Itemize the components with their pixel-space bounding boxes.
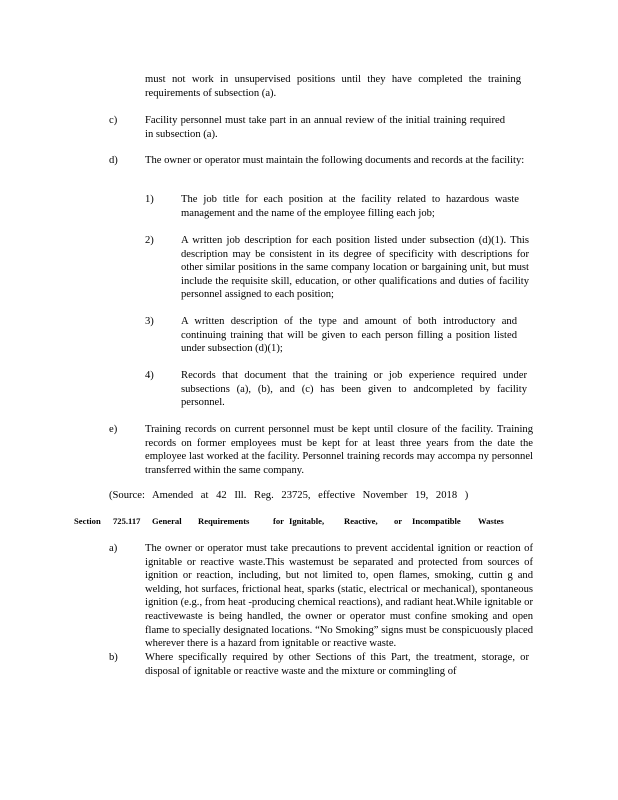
item-label-c: c) — [109, 115, 118, 126]
subitem-label-4: 4) — [145, 370, 154, 381]
section-item-a-text: The owner or operator must take precautions to prevent accidental ignition or reaction of ignitable or reactive waste.This wastemust be separated and protected from sources of ignition or reaction, including, but not limited to, open flames, smoking, cuttin g and welding, hot surfaces, frictional heat, sparks (static, electrical or mechanical), spontaneous ignition (e.g., from heat -producing chemical reactions), and radiant heat.While ignitable or reactivewaste is being handled, the owner or operator must confine smoking and open flame to specially designated locations. “No Smoking” signs must be conspicuously placed wherever there is a hazard from ignitable or reactive waste. — [145, 543, 533, 650]
source-note: (Source: Amended at 42 Ill. Reg. 23725, effective November 19, 2018 ) — [109, 490, 469, 501]
section-number: 725.117 — [113, 516, 141, 526]
subitem-2-text: A written job description for each position listed under subsection (d)(1). This description may be consistent in its degree of specificity with descriptions for other similar positions in the same company location or bargaining unit, but must include the requisite skill, education, or other qualifications and duties of facility personnel assigned to each position; — [181, 235, 529, 301]
section-title-word: Requirements — [198, 516, 250, 526]
subitem-label-3: 3) — [145, 316, 154, 327]
item-label-e: e) — [109, 424, 118, 435]
section-title-word: Reactive, — [344, 516, 378, 526]
section-title-word: Ignitable, — [289, 516, 325, 526]
subitem-label-2: 2) — [145, 235, 154, 246]
section-title-word: for — [273, 516, 284, 526]
item-label-d: d) — [109, 155, 118, 166]
section-title-word: General — [152, 516, 182, 526]
section-item-b-text: Where specifically required by other Sections of this Part, the treatment, storage, or disposal of ignitable or reactive waste and the mixture or commingling of — [145, 652, 529, 677]
subitem-4-text: Records that document that the training or job experience required under subsections (a), (b), and (c) has been given to andcompleted by facility personnel. — [181, 370, 527, 409]
section-title-word: Incompatible — [412, 516, 461, 526]
subitem-1-text: The job title for each position at the facility related to hazardous waste management and the name of the employee filling each job; — [181, 194, 519, 219]
section-heading — [74, 515, 504, 529]
subitem-label-1: 1) — [145, 194, 154, 205]
section-item-label-b: b) — [109, 652, 118, 663]
section-word: Section — [74, 516, 101, 526]
item-d-text: The owner or operator must maintain the following documents and records at the facility: — [145, 155, 525, 166]
section-title-word: or — [394, 516, 403, 526]
subitem-3-text: A written description of the type and amount of both introductory and continuing training that will be given to each person filling a position listed under subsection (d)(1); — [181, 316, 517, 355]
item-e-text: Training records on current personnel must be kept until closure of the facility. Training records on former employees must be kept for at least three years from the date the employee last worked at the facility. Personnel training records may accompa ny personnel transferred within the same company. — [145, 424, 533, 476]
item-c-text: Facility personnel must take part in an annual review of the initial training required in subsection (a). — [145, 115, 505, 140]
section-item-label-a: a) — [109, 543, 118, 554]
intro-continuation: must not work in unsupervised positions until they have completed the training requirements of subsection (a). — [145, 74, 521, 99]
section-title-word: Wastes — [478, 516, 504, 526]
